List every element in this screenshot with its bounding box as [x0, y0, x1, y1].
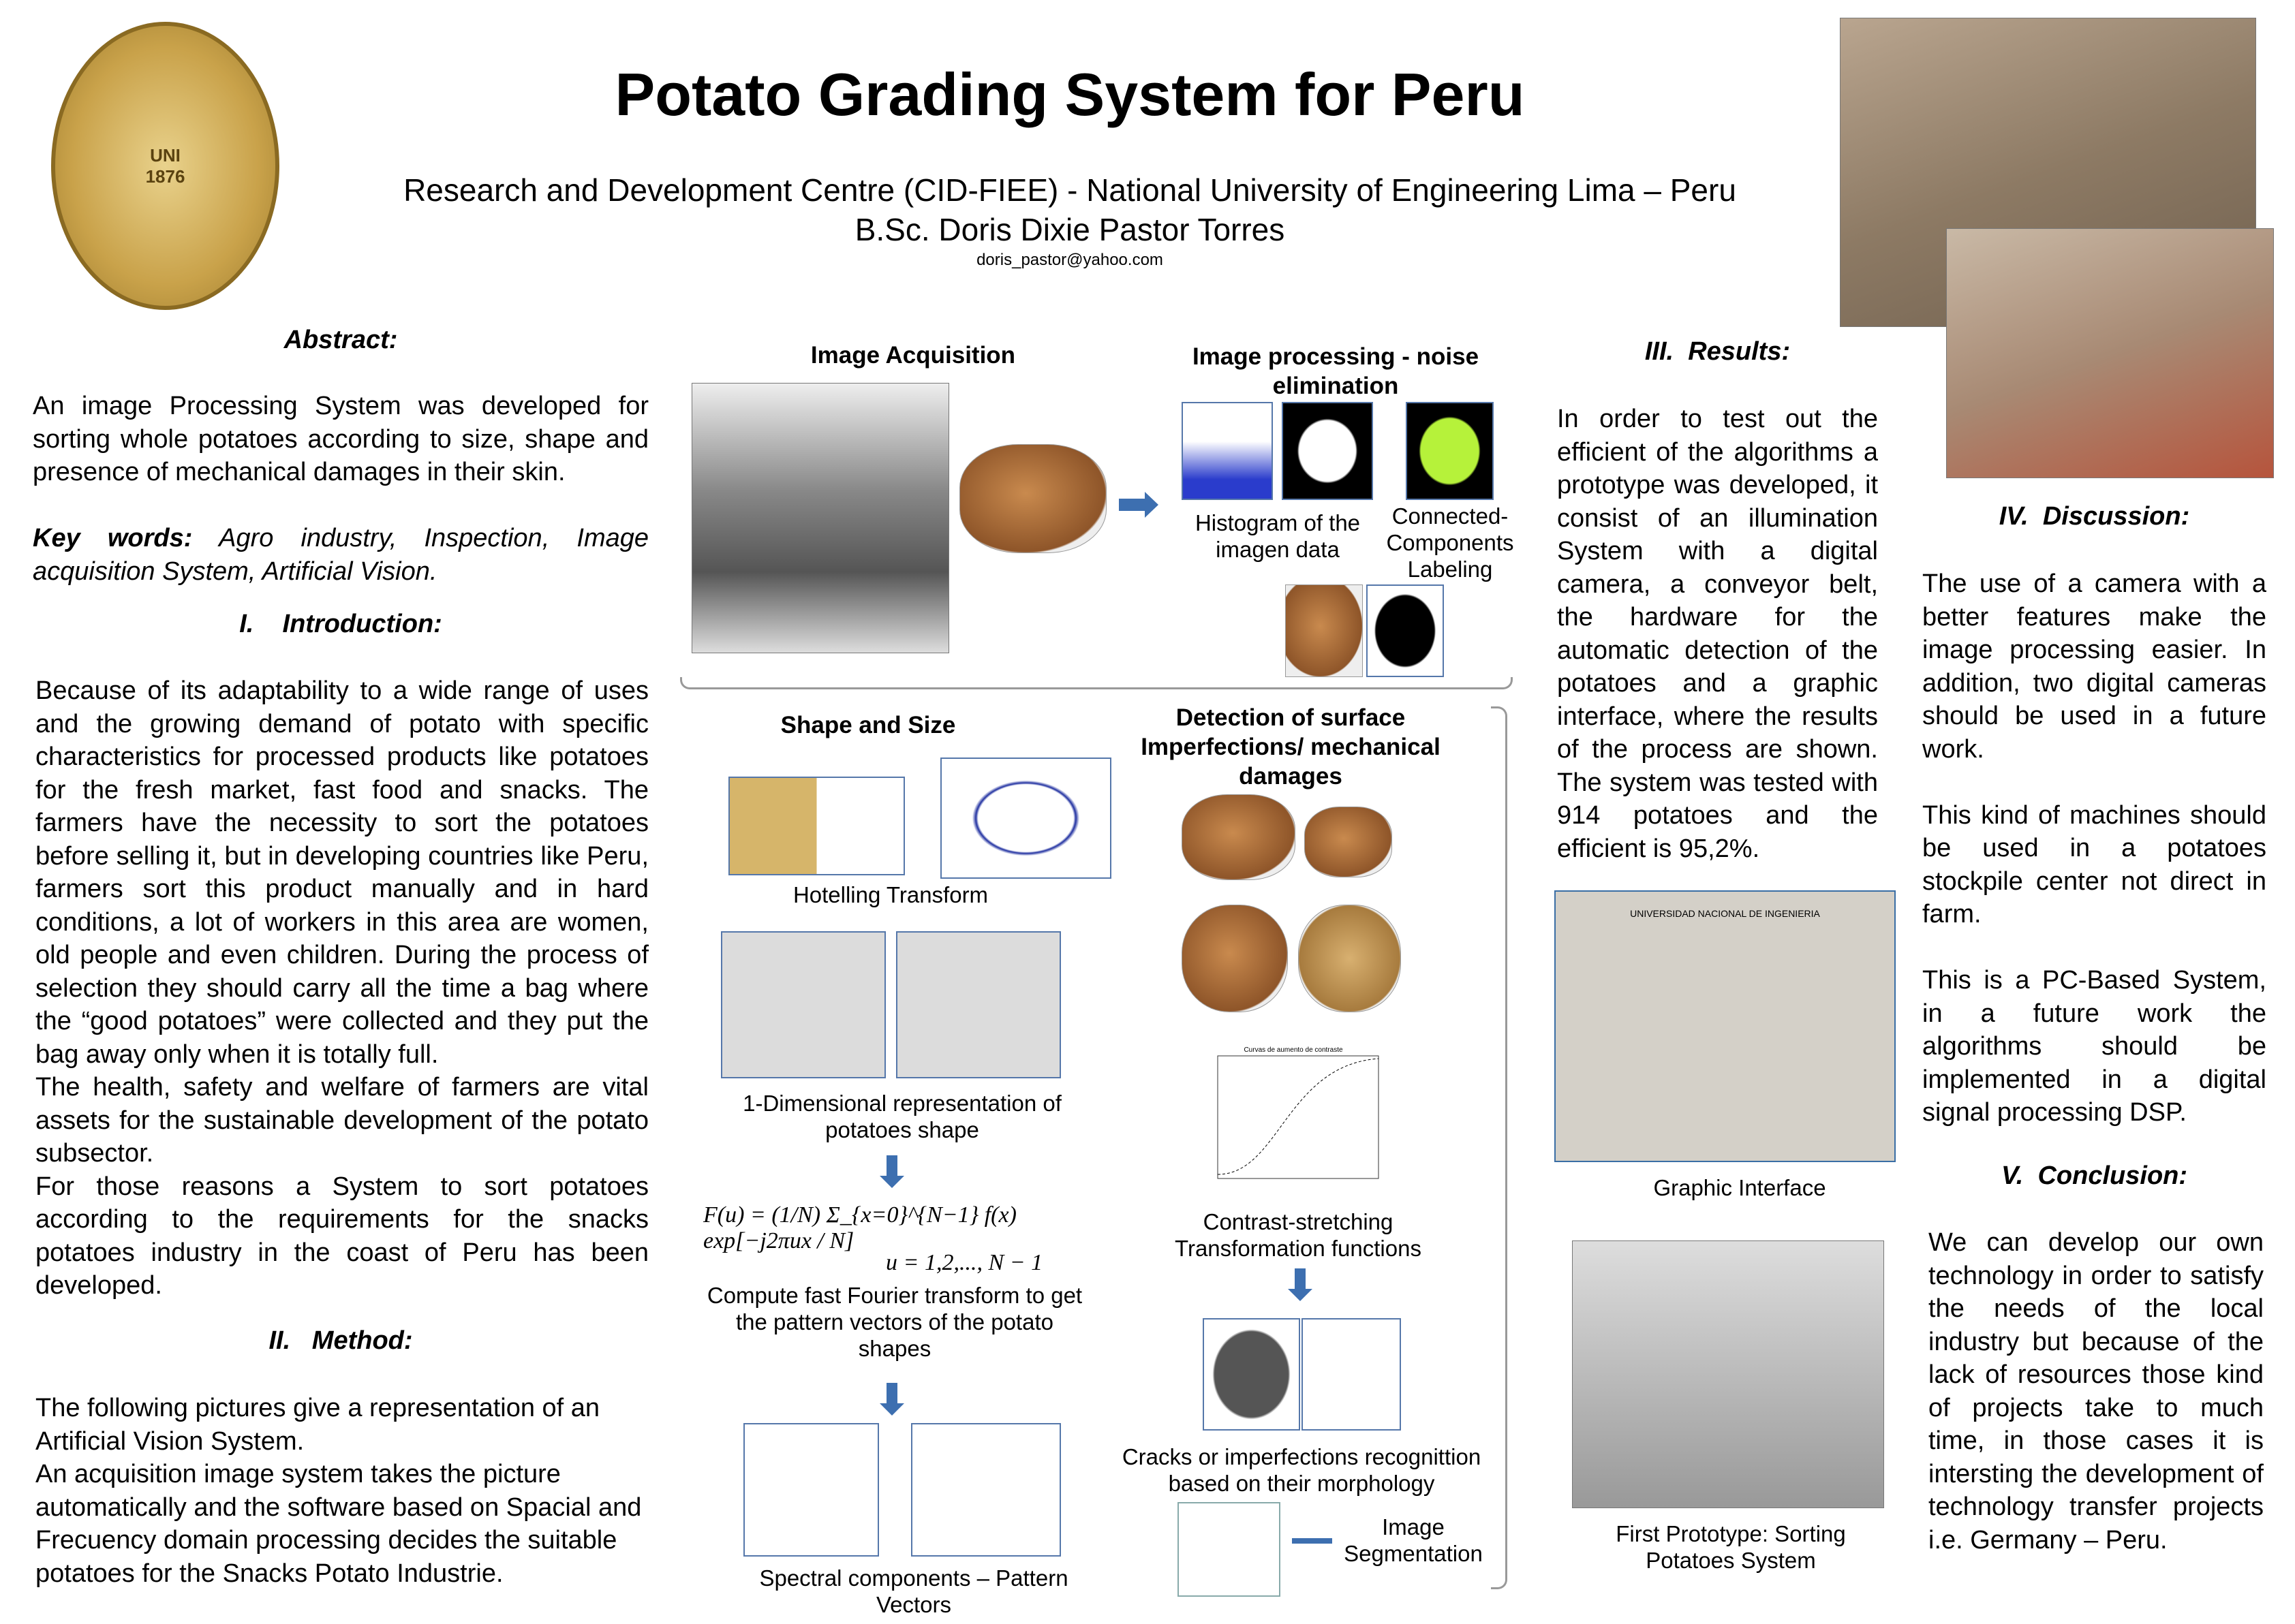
graphic-interface-screenshot [1554, 890, 1896, 1162]
poster-title: Potato Grading System for Peru [615, 61, 1525, 128]
section-brace [680, 677, 1513, 689]
spectral-plot-2 [911, 1423, 1061, 1557]
hotelling-caption: Hotelling Transform [792, 882, 989, 907]
hotelling-image-2 [940, 758, 1111, 879]
image-acquisition-heading: Image Acquisition [810, 342, 1016, 369]
discussion-text [1922, 567, 2266, 1129]
intro-text [35, 674, 649, 1302]
university-logo: UNI 1876 [51, 22, 279, 310]
intro-p2: The health, safety and welfare of farmers are vital assets for the sustainable development of the potato subsector. [35, 1073, 649, 1168]
conclusion-text: We can develop our own technology in order to satisfy the needs of the local industry but because of the lack of resources those kind of projects take to much time, in those cases it is intersting the development of technology transfer projects i.e. Germany – Peru. [1928, 1228, 2264, 1555]
fft-caption: Compute fast Fourier transform to get the pattern vectors of the potato shapes [707, 1283, 1083, 1361]
arrow-down-icon [887, 1383, 897, 1406]
damaged-potato-1 [1182, 794, 1295, 880]
results-text: In order to test out the efficient of the algorithms a prototype was developed, it consist of an illumination System with a digital camera, a conveyor belt, the hardware for the automatic detection of the potatoes and a graphic interface, where the results of the process are shown. The system was tested with 914 potatoes and the efficient is 95,2%. [1557, 405, 1878, 863]
potato-image [959, 444, 1107, 553]
author: B.Sc. Doris Dixie Pastor Torres [854, 212, 1285, 247]
intro-heading: I. Introduction: [239, 610, 442, 638]
spectral-caption: Spectral components – Pattern Vectors [759, 1565, 1068, 1617]
shape-size-heading: Shape and Size [780, 712, 956, 738]
contrast-stretching-chart [1204, 1045, 1383, 1192]
gui-title: UNIVERSIDAD NACIONAL DE INGENIERIA [1630, 908, 1820, 919]
image-processing-heading: Image processing - noise elimination [1192, 343, 1479, 399]
contrast-caption: Contrast-stretching Transformation functions [1175, 1209, 1421, 1261]
damaged-potato-4 [1298, 905, 1401, 1012]
mask-image [1366, 584, 1444, 677]
hotelling-image-1 [728, 777, 905, 875]
keywords-label: Key words: [33, 524, 193, 552]
shape-1d-image-2 [896, 931, 1061, 1078]
contrast-chart-title: Curvas de aumento de contraste [1244, 1046, 1343, 1054]
shape-1d-caption: 1-Dimensional representation of potatoes shape [743, 1091, 1062, 1142]
segmented-potato-image [1285, 584, 1363, 677]
method-text [35, 1392, 649, 1590]
method-heading: II. Method: [268, 1326, 413, 1355]
keywords-text: Agro industry, Inspection, Image acquisition System, Artificial Vision. [33, 524, 649, 586]
gui-caption: Graphic Interface [1653, 1175, 1826, 1200]
damaged-potato-3 [1182, 905, 1288, 1012]
affiliation: Research and Development Centre (CID-FIEE) - National University of Engineering Lima – Peru [403, 172, 1736, 208]
method-p1: The following pictures give a representation of an Artificial Vision System. [35, 1394, 600, 1456]
prototype-photo [1572, 1240, 1884, 1508]
formula-range: u = 1,2,..., N − 1 [886, 1250, 1043, 1275]
method-p2: An acquisition image system takes the picture automatically and the software based on Spacial and Frecuency domain processing decides the suitable potatoes for the Snacks Potato Industrie. [35, 1460, 642, 1588]
labeled-image [1406, 402, 1494, 500]
cracks-grayscale-image [1203, 1318, 1300, 1431]
fourier-formula: F(u) = (1/N) Σ_{x=0}^{N−1} f(x) exp[−j2πux / N] [703, 1202, 1017, 1253]
arrow-left-icon [1292, 1538, 1332, 1544]
abstract-text: An image Processing System was developed for sorting whole potatoes according to size, shape and presence of mechanical damages in their skin. [33, 392, 649, 486]
discussion-p3: This is a PC-Based System, in a future work the algorithms should be implemented in a digital signal processing DSP. [1922, 966, 2266, 1127]
ccl-caption: Connected-Components Labeling [1386, 503, 1514, 582]
histogram-image [1182, 402, 1273, 500]
segmentation-image [1177, 1502, 1280, 1597]
prototype-caption: First Prototype: Sorting Potatoes System [1616, 1521, 1846, 1573]
shape-1d-image-1 [721, 931, 886, 1078]
abstract-heading: Abstract: [283, 326, 398, 354]
arrow-down-icon [887, 1155, 897, 1178]
keywords [33, 522, 649, 588]
results-heading: III. Results: [1644, 337, 1791, 366]
author-email: doris_pastor@yahoo.com [976, 251, 1163, 269]
section-brace-right [1491, 706, 1507, 1589]
farmer-sack-photo [1946, 228, 2274, 478]
histogram-caption: Histogram of the imagen data [1195, 510, 1361, 562]
intro-p1: Because of its adaptability to a wide range of uses and the growing demand of potato with specific characteristics for processed products like potatoes for the fresh market, fast food and snacks. The farmers have the necessity to sort the potatoes before selling it, but in developing countries like Peru, farmers sort this product manually and in hard conditions, a lot of workers in this area are women, old people and even children. During the process of selection they should carry all the time a bag where the “good potatoes” were collected and they put the bag away only when it is totally full. [35, 676, 649, 1069]
spectral-plot-1 [743, 1423, 879, 1557]
intro-p3: For those reasons a System to sort potatoes according to the requirements for the snacks potatoes industry in the coast of Peru has been developed. [35, 1172, 649, 1300]
damaged-potato-2 [1304, 807, 1392, 877]
conclusion-heading: V. Conclusion: [2001, 1161, 2188, 1190]
detection-heading: Detection of surface Imperfections/ mechanical damages [1141, 704, 1441, 790]
binary-image [1282, 402, 1373, 500]
arrow-head-icon [1145, 492, 1158, 518]
discussion-heading: IV. Discussion: [1999, 502, 2190, 531]
discussion-p1: The use of a camera with a better features make the image processing easier. In addition, two digital cameras should be used in a future work. [1922, 569, 2266, 764]
cracks-binary-image [1301, 1318, 1401, 1431]
cracks-caption: Cracks or imperfections recognittion based on their morphology [1122, 1444, 1481, 1496]
segmentation-caption: Image Segmentation [1344, 1514, 1483, 1566]
arrow-down-icon [1295, 1268, 1306, 1292]
discussion-p2: This kind of machines should be used in a potatoes stockpile center not direct in farm. [1922, 800, 2266, 928]
acquisition-machine-photo [692, 383, 949, 653]
arrow-right-icon [1119, 499, 1146, 511]
